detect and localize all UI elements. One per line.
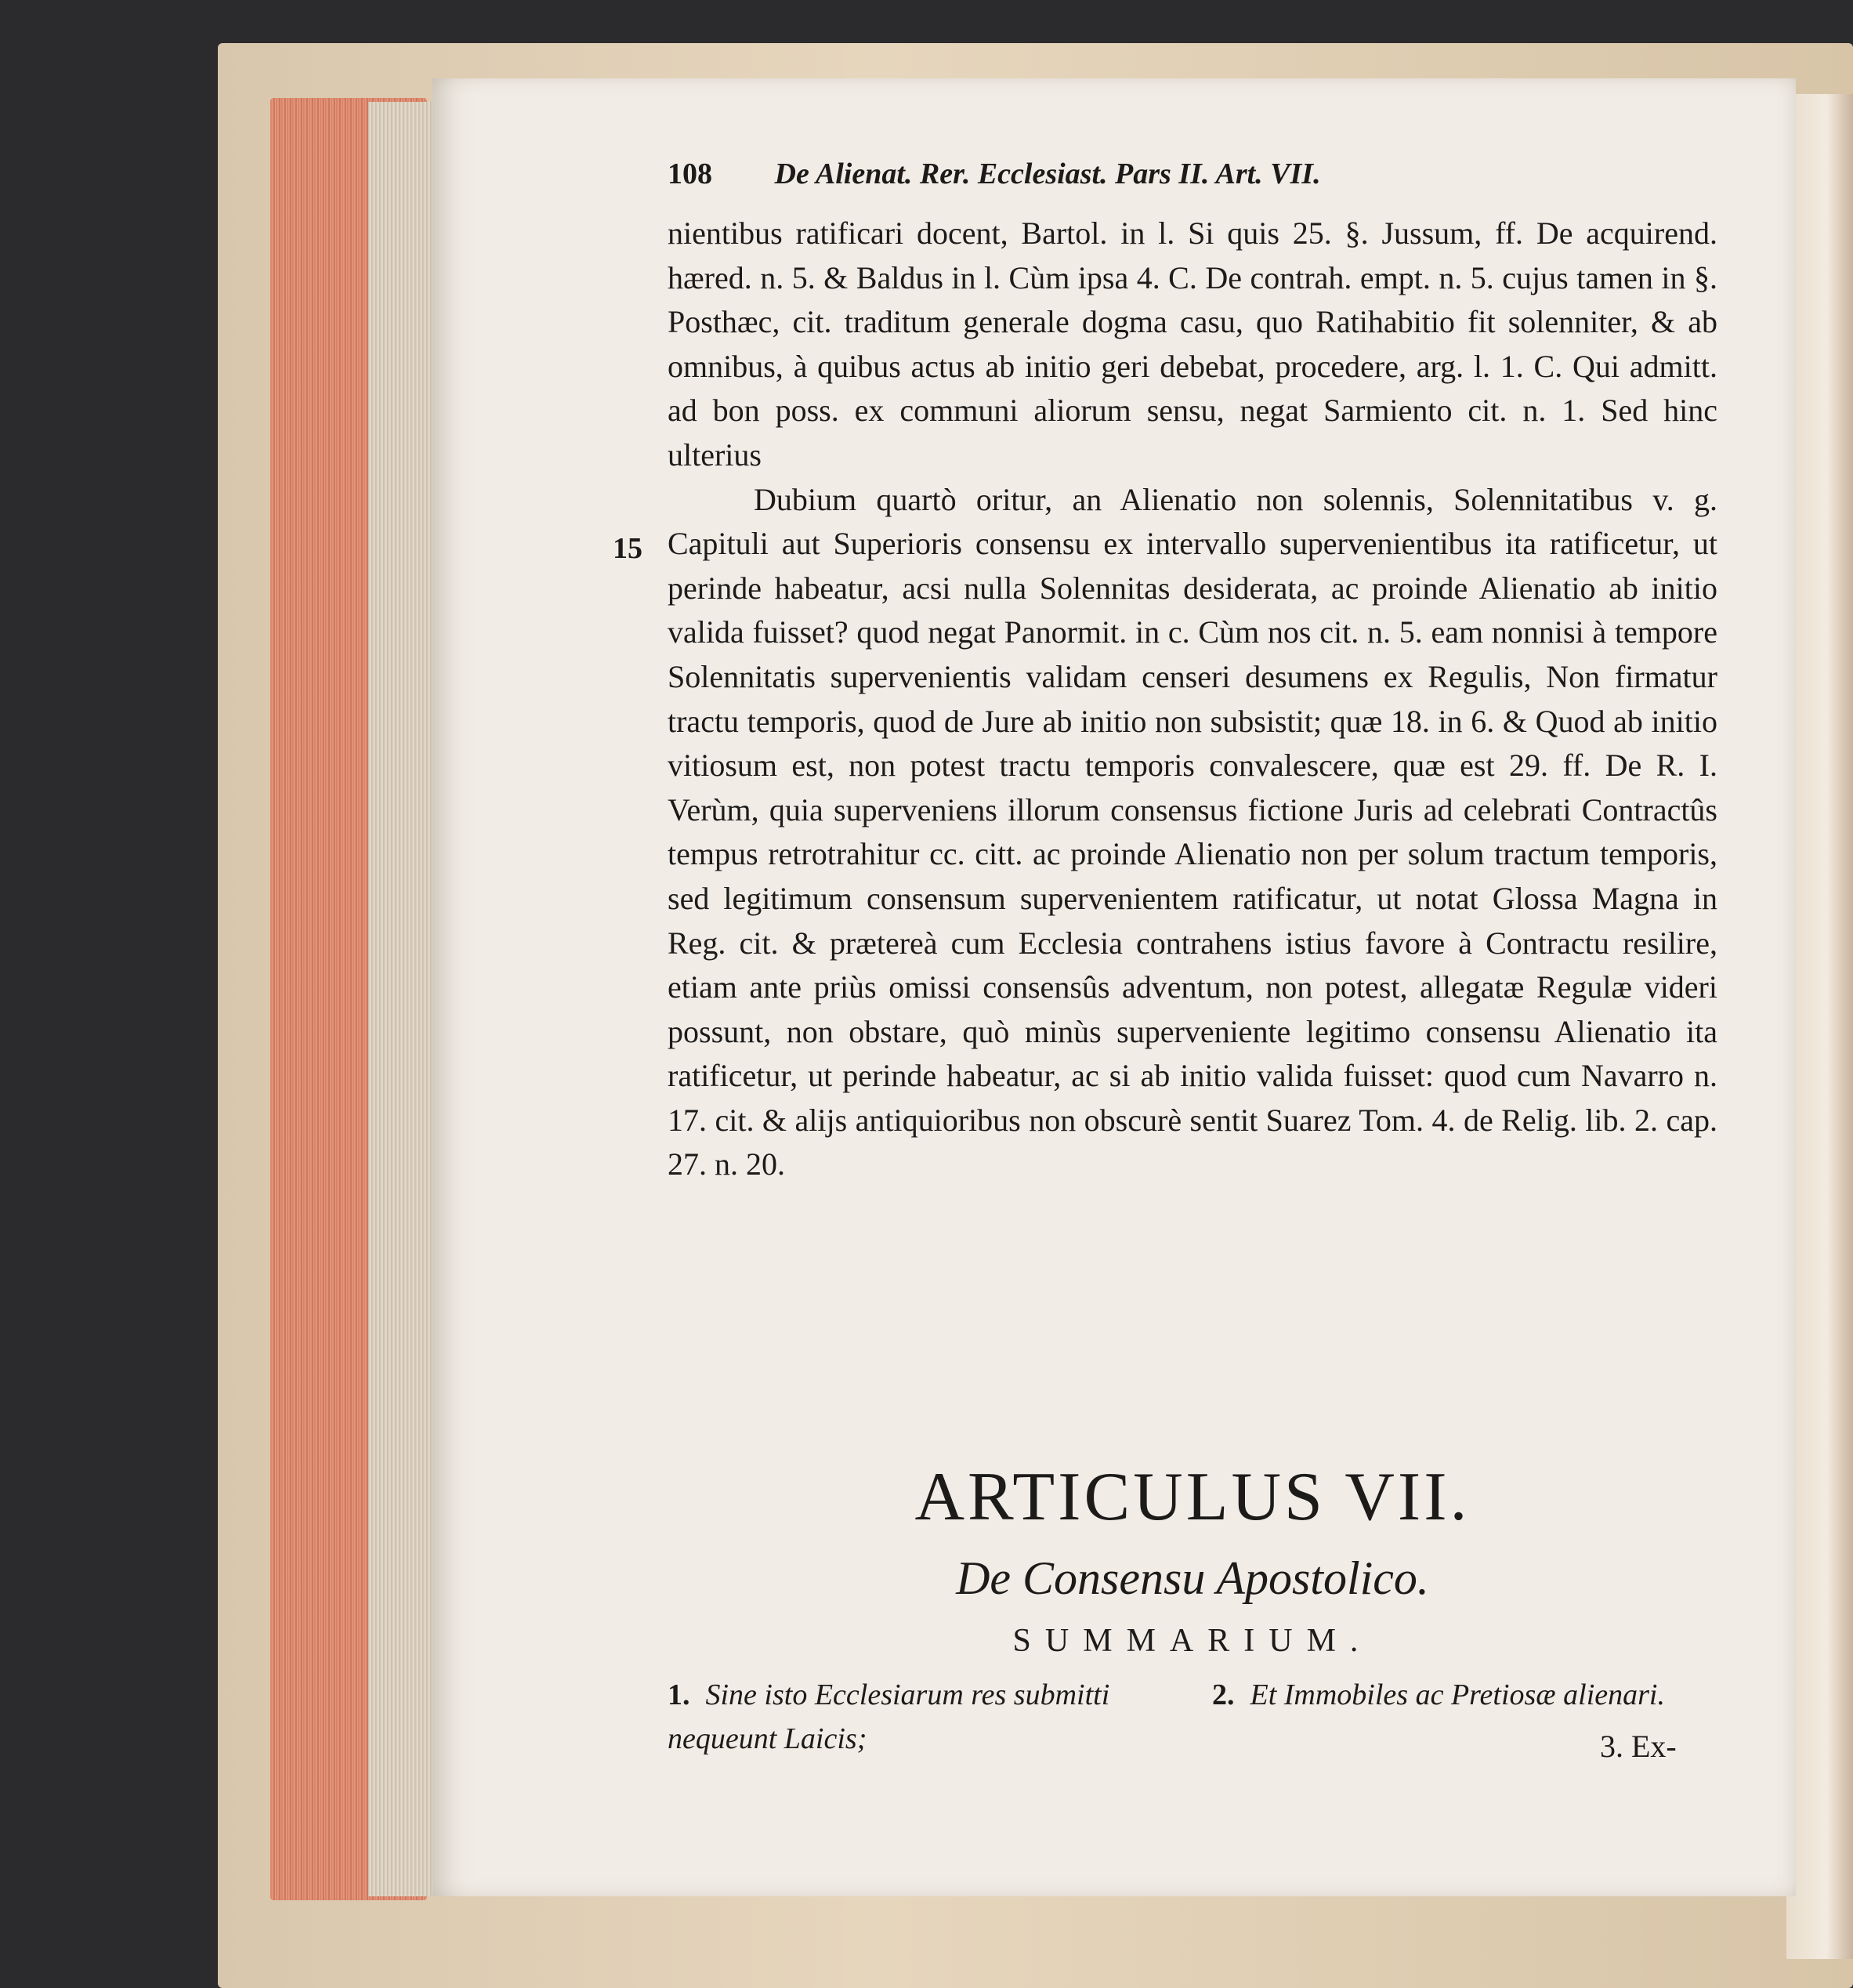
summary-item (668, 1673, 1138, 1761)
summary-item-text: Et Immobiles ac Pretiosæ alienari. (1250, 1678, 1665, 1711)
summary-item-number: 2. (1212, 1678, 1235, 1711)
paragraph-1: nientibus ratificari docent, Bartol. in l. Si quis 25. §. Jussum, ff. De acquirend. hæred. n. 5. & Baldus in l. Cùm ipsa 4. C. De contrah. empt. n. 5. cujus tamen in §. Posthæc, cit. traditum generale dogma casu, quo Ratihabitio fit solenniter, & ab omnibus, à quibus actus ab initio geri debebat, procedere, arg. l. 1. C. Qui admitt. ad bon poss. ex communi aliorum sensu, negat Sarmiento cit. n. 1. Sed hinc ulterius (668, 215, 1717, 473)
summary-item (1212, 1673, 1714, 1717)
page-stack (368, 102, 439, 1896)
book-page (432, 78, 1796, 1896)
paragraph-2: Dubium quartò oritur, an Alienatio non solennis, Solennitatibus v. g. Capituli aut Superioris consensu ex intervallo supervenientibus ita ratificetur, ut perinde habeatur, acsi nulla Solennitas desiderata, ac proinde Alienatio ab initio valida fuisset? quod negat Panormit. in c. Cùm nos cit. n. 5. eam nonnisi à tempore Solennitatis supervenientis validam censeri desumens ex Regulis, Non firmatur tractu temporis, quod de Jure ab initio non subsistit; quæ 18. in 6. & Quod ab initio vitiosum est, non potest tractu temporis convalescere, quæ est 29. ff. De R. I. Verùm, quia superveniens illorum consensus fictione Juris ad celebrati Contractûs tempus retrotrahitur cc. citt. ac proinde Alienatio non per solum tractum temporis, sed legitimum consensum supervenientem ratificatur, ut notat Glossa Magna in Reg. cit. & prætereà cum Ecclesia contrahens istius favore à Contractu resilire, etiam ante priùs omissi consensûs adventum, non potest, allegatæ Regulæ videri possunt, non obstare, quò minùs superveniente legitimo consensu Alienatio ita ratificetur, ut perinde habeatur, ac si ab initio valida fuisset: quod cum Navarro n. 17. cit. & alijs antiquioribus non obscurè sentit Suarez Tom. 4. de Relig. lib. 2. cap. 27. n. 20. (668, 481, 1717, 1182)
article-subtitle: De Consensu Apostolico. (956, 1552, 1429, 1604)
facing-page-edge (1786, 94, 1853, 1959)
margin-number: 15 (613, 532, 642, 565)
running-head-title: De Alienat. Rer. Ecclesiast. Pars II. Art. VII. (774, 158, 1321, 190)
article-title: ARTICULUS VII. (914, 1459, 1471, 1535)
body-text (668, 212, 1717, 1187)
page-number: 108 (668, 158, 712, 190)
summary-item-number: 1. (668, 1678, 690, 1711)
catchword: 3. Ex- (1600, 1729, 1677, 1764)
summary-item-text: Sine isto Ecclesiarum res submitti nequeunt Laicis; (668, 1678, 1110, 1755)
running-head (668, 157, 1764, 191)
summary-heading: SUMMARIUM. (1012, 1623, 1373, 1659)
